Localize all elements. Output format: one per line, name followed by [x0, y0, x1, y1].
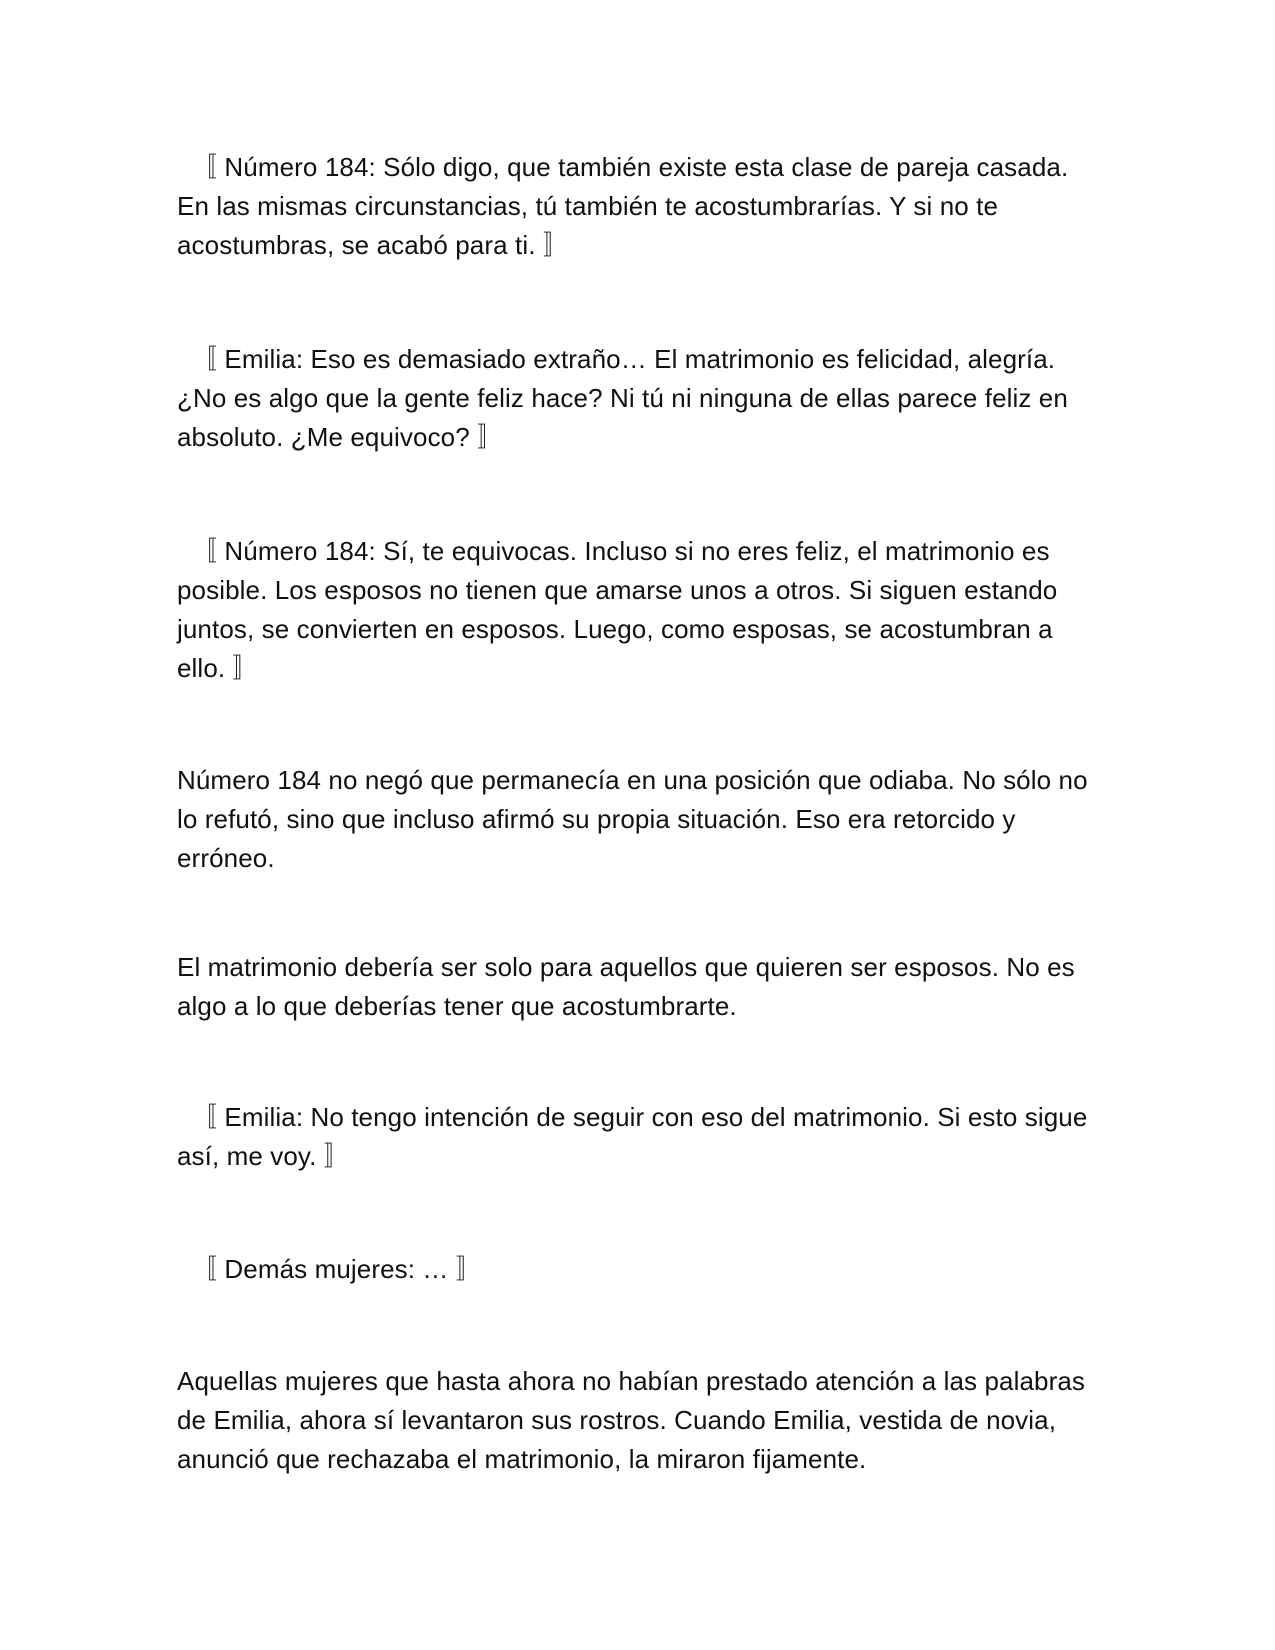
dialogue-paragraph-other-women: 〚 Demás mujeres: … 〛: [191, 1254, 482, 1284]
dialogue-paragraph-emilia-refusal: 〚 Emilia: No tengo intención de seguir con eso del matrimonio. Si esto sigue así, me voy. 〛: [177, 1102, 1088, 1171]
narration-paragraph: El matrimonio debería ser solo para aquellos que quieren ser esposos. No es algo a lo que deberías tener que acostumbrarte.: [177, 952, 1075, 1021]
narration-paragraph: Número 184 no negó que permanecía en una posición que odiaba. No sólo no lo refutó, sino que incluso afirmó su propia situación. Eso era retorcido y erróneo.: [177, 765, 1088, 873]
narration-paragraph: Aquellas mujeres que hasta ahora no habían prestado atención a las palabras de Emilia, ahora sí levantaron sus rostros. Cuando Emilia, vestida de novia, anunció que rechazaba el matrimonio, la miraron fijamente.: [177, 1366, 1086, 1474]
dialogue-paragraph-numero-184: 〚 Número 184: Sólo digo, que también existe esta clase de pareja casada. En las mismas circunstancias, tú también te acostumbrarías. Y si no te acostumbras, se acabó para ti. 〛: [177, 152, 1069, 260]
dialogue-paragraph-numero-184-reply: 〚 Número 184: Sí, te equivocas. Incluso si no eres feliz, el matrimonio es posible. Los esposos no tienen que amarse unos a otros. Si siguen estando juntos, se convierten en esposos. Luego, como esposas, se acostumbran a ello. 〛: [177, 536, 1058, 683]
dialogue-paragraph-emilia: 〚 Emilia: Eso es demasiado extraño… El matrimonio es felicidad, alegría. ¿No es algo que la gente feliz hace? Ni tú ni ninguna de ellas parece feliz en absoluto. ¿Me equivoco? 〛: [177, 344, 1068, 452]
